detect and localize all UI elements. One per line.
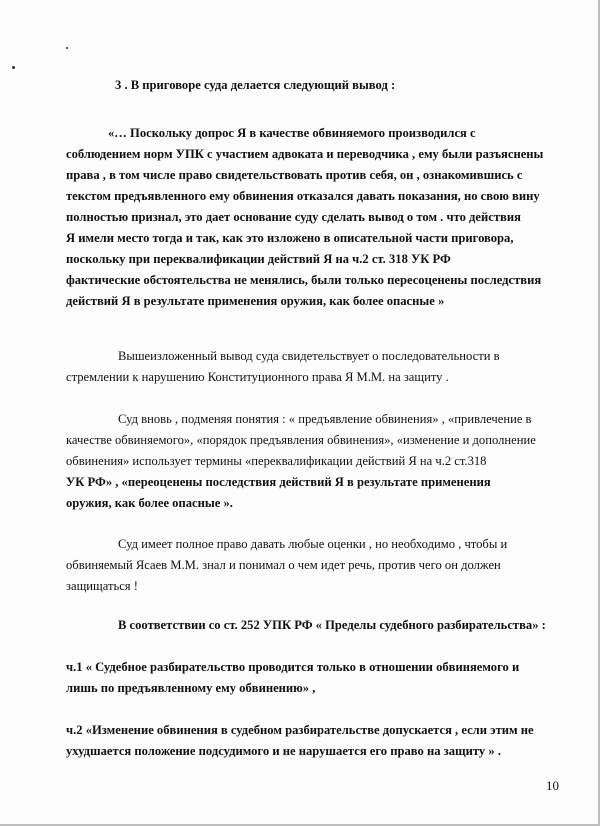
quote-line: текстом предъявленного ему обвинения отказался давать показания, но свою вину	[66, 189, 540, 203]
scan-speck	[66, 47, 68, 49]
paragraph-line: обвиняемый Ясаев М.М. знал и понимал о чем идет речь, против чего он должен	[66, 558, 501, 572]
quote-line: «… Поскольку допрос Я в качестве обвиняемого производился с	[108, 126, 476, 140]
paragraph-line: обвинения» использует термины «переквалификации действий Я на ч.2 ст.318	[66, 454, 487, 468]
quote-line: действий Я в результате применения оружия, как более опасные »	[66, 294, 445, 308]
article-part-line: ч.2 «Изменение обвинения в судебном разбирательстве допускается , если этим не	[66, 723, 534, 737]
paragraph-line: защищаться !	[66, 579, 138, 593]
paragraph-line: оружия, как более опасные ».	[66, 496, 233, 510]
paragraph-line: Суд имеет полное право давать любые оценки , но необходимо , чтобы и	[118, 537, 508, 551]
quote-line: фактические обстоятельства не менялись, были только пересоценены последствия	[66, 273, 542, 287]
paragraph-line: Вышеизложенный вывод суда свидетельствует о последовательности в	[118, 349, 500, 363]
article-heading: В соответствии со ст. 252 УПК РФ « Пределы судебного разбирательства» :	[118, 618, 546, 632]
article-part-line: ч.1 « Судебное разбирательство проводится только в отношении обвиняемого и	[66, 660, 520, 674]
page-number: 10	[546, 778, 559, 793]
paragraph-line: УК РФ» , «переоценены последствия действий Я в результате применения	[66, 475, 491, 489]
article-part-line: лишь по предъявленному ему обвинению» ,	[66, 681, 316, 695]
quote-line: соблюдением норм УПК с участием адвоката и переводчика , ему были разъяснены	[66, 147, 544, 161]
paragraph-line: качестве обвиняемого», «порядок предъявления обвинения», «изменение и дополнение	[66, 433, 536, 447]
quote-line: поскольку при переквалификации действий Я на ч.2 ст. 318 УК РФ	[66, 252, 451, 266]
quote-line: права , в том числе право свидетельствовать против себя, он , ознакомившись с	[66, 168, 523, 182]
article-part-line: ухудшается положение подсудимого и не нарушается его право на защиту » .	[66, 744, 501, 758]
section-title: 3 . В приговоре суда делается следующий вывод :	[115, 78, 396, 92]
quote-line: Я имели место тогда и так, как это изложено в описательной части приговора,	[66, 231, 514, 245]
scan-speck	[12, 66, 15, 69]
quote-line: полностью признал, это дает основание суду сделать вывод о том . что действия	[66, 210, 521, 224]
paragraph-line: стремлении к нарушению Конституционного права Я М.М. на защиту .	[66, 370, 449, 384]
paragraph-line: Суд вновь , подменяя понятия : « предъявление обвинения» , «привлечение в	[118, 412, 532, 426]
